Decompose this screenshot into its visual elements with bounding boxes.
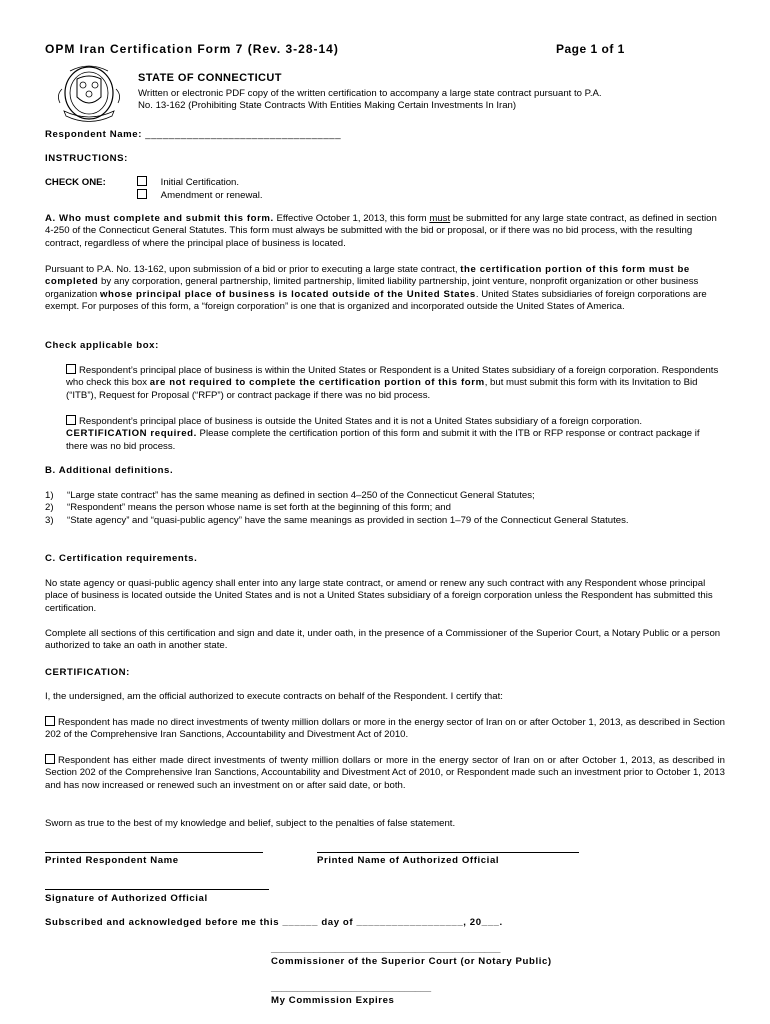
- section-a-p2-text-3: . United States subsidiaries of foreign corporations are exempt. For purposes of this form, a “foreign corporation” is one that is organized and incorporated outside the United States of America.: [45, 288, 707, 313]
- connecticut-seal-icon: [50, 63, 128, 125]
- section-a-text-cont: be submitted for any large state contract, as defined in section 4-250 of the Connecticut General Statutes. This form must always be submitted with the bid or proposal, or if there was no bid process, with the resulting contract, regardless of where the principal place of business is located.: [45, 213, 717, 249]
- box-2-text: Respondent’s principal place of business is outside the United States and it is not a United States subsidiary of a foreign corporation.: [79, 416, 642, 427]
- respondent-name-field[interactable]: _________________________________: [145, 129, 342, 140]
- outside-us-checkbox[interactable]: [66, 415, 76, 425]
- definition-number: 3): [45, 514, 54, 526]
- commission-expires-line[interactable]: ______________________________: [271, 983, 432, 994]
- box-1-text-2: , but must submit this form with its Invitation to Bid (“ITB”), Request for Proposal (“RFP”) or contract package if there was no bid process.: [66, 377, 698, 401]
- printed-official-name-label: Printed Name of Authorized Official: [317, 855, 500, 866]
- section-a-p2-text-2: by any corporation, general partnership, limited partnership, limited liability partnership, joint venture, nonprofit organization or other business organization: [45, 276, 699, 300]
- section-a-heading: A. Who must complete and submit this form.: [45, 213, 274, 224]
- definition-text: “Respondent” means the person whose name is set forth at the beginning of this form; and: [67, 502, 451, 514]
- definition-item: [45, 515, 725, 527]
- section-a-p2-bold: the certification portion of this form must be completed: [45, 264, 690, 288]
- check-one-options: [137, 176, 263, 202]
- definitions-list: [45, 490, 725, 527]
- section-c-paragraph-1: No state agency or quasi-public agency shall enter into any large state contract, or amend or renew any such contract with any Respondent whose principal place of business is located outside the United States and is not a United States subsidiary of a foreign corporation unless the Respondent has submitted this certification.: [45, 578, 713, 614]
- definition-text: “State agency” and “quasi-public agency” have the same meanings as provided in section 1–79 of the Connecticut General Statutes.: [67, 514, 629, 526]
- definition-item: [45, 490, 725, 502]
- certification-heading: CERTIFICATION:: [45, 667, 130, 678]
- box-1-bold: are not required to complete the certification portion of this form: [149, 377, 485, 389]
- option-amendment: [137, 189, 263, 202]
- definition-number: 1): [45, 490, 54, 501]
- applicable-box-1: [66, 364, 724, 402]
- box-1-text: Respondent’s principal place of business is within the United States or Respondent is a United States subsidiary of a foreign corporation. Respondents who check this box: [66, 365, 719, 389]
- printed-official-name-line[interactable]: [317, 852, 579, 853]
- section-c-paragraph-2: Complete all sections of this certification and sign and date it, under oath, in the presence of a Commissioner of the Superior Court, a Notary Public or a person authorized to take an oath in another state.: [45, 628, 721, 652]
- subscribed-line: Subscribed and acknowledged before me this ______ day of __________________, 20___.: [45, 917, 503, 928]
- certification-option-2-text: Respondent has either made direct investments of twenty million dollars or more in the energy sector of Iran on or after October 1, 2013, as described in Section 202 of the Comprehensive Iran Sanctions, Accountability and Divestment Act of 2010, or Respondent made such an investment prior to October 1, 2013 and has now increased or renewed such an investment on or after said date, or both.: [45, 755, 725, 791]
- respondent-name-label: Respondent Name:: [45, 129, 143, 140]
- option-initial: [137, 176, 263, 189]
- section-a-paragraph-1: [45, 213, 725, 250]
- check-applicable-heading: Check applicable box:: [45, 340, 159, 351]
- commissioner-signature-line[interactable]: ___________________________________________: [271, 944, 501, 955]
- sworn-statement: Sworn as true to the best of my knowledge and belief, subject to the penalties of false statement.: [45, 818, 456, 829]
- definition-text: “Large state contract” has the same meaning as defined in section 4–250 of the Connecticut General Statutes;: [67, 490, 535, 501]
- section-a-must: must: [429, 213, 451, 224]
- section-a-p2-bold-2: whose principal place of business is located outside of the United States: [99, 288, 476, 300]
- section-c-heading: C. Certification requirements.: [45, 553, 198, 564]
- amendment-checkbox[interactable]: [137, 189, 147, 199]
- box-2-bold: CERTIFICATION required.: [66, 428, 197, 440]
- no-investment-checkbox[interactable]: [45, 716, 55, 726]
- section-b-heading: B. Additional definitions.: [45, 465, 174, 476]
- respondent-name-row: [45, 129, 341, 141]
- instructions-heading: INSTRUCTIONS:: [45, 153, 128, 164]
- subtitle-line-1: Written or electronic PDF copy of the written certification to accompany a large state contract pursuant to P.A.: [138, 88, 602, 99]
- definition-number: 2): [45, 502, 54, 514]
- page-number: Page 1 of 1: [556, 42, 625, 56]
- signature-line[interactable]: [45, 889, 269, 890]
- commissioner-label: Commissioner of the Superior Court (or Notary Public): [271, 956, 552, 967]
- subtitle-line-2: No. 13-162 (Prohibiting State Contracts With Entities Making Certain Investments In Iran): [138, 100, 517, 111]
- certification-option-2: [45, 754, 725, 792]
- definition-item: [45, 502, 725, 514]
- section-a-paragraph-2: [45, 264, 725, 314]
- section-a-text: Effective October 1, 2013, this form: [273, 213, 430, 224]
- certification-option-1-text: Respondent has made no direct investments of twenty million dollars or more in the energy sector of Iran on or after October 1, 2013, as described in Section 202 of the Comprehensive Iran Sanctions, Accountability and Divestment Act of 2010.: [45, 717, 725, 741]
- section-a-p2-text: Pursuant to P.A. No. 13-162, upon submission of a bid or prior to executing a large state contract,: [45, 264, 461, 275]
- within-us-checkbox[interactable]: [66, 364, 76, 374]
- certification-option-1: [45, 716, 725, 742]
- initial-certification-checkbox[interactable]: [137, 176, 147, 186]
- option-initial-label: Initial Certification.: [160, 177, 240, 188]
- has-investment-checkbox[interactable]: [45, 754, 55, 764]
- applicable-box-2: [66, 415, 724, 453]
- form-title: OPM Iran Certification Form 7 (Rev. 3-28-14): [45, 42, 339, 56]
- commission-expires-label: My Commission Expires: [271, 995, 395, 1006]
- printed-respondent-name-label: Printed Respondent Name: [45, 855, 179, 866]
- certification-intro: I, the undersigned, am the official authorized to execute contracts on behalf of the Respondent. I certify that:: [45, 691, 503, 702]
- box-2-text-2: Please complete the certification portion of this form and submit it with the ITB or RFP response or contract package if there was no bid process.: [66, 428, 700, 452]
- state-heading: STATE OF CONNECTICUT: [138, 72, 282, 84]
- signature-label: Signature of Authorized Official: [45, 893, 208, 904]
- option-amendment-label: Amendment or renewal.: [160, 190, 263, 201]
- printed-respondent-name-line[interactable]: [45, 852, 263, 853]
- check-one-label: CHECK ONE:: [45, 177, 106, 188]
